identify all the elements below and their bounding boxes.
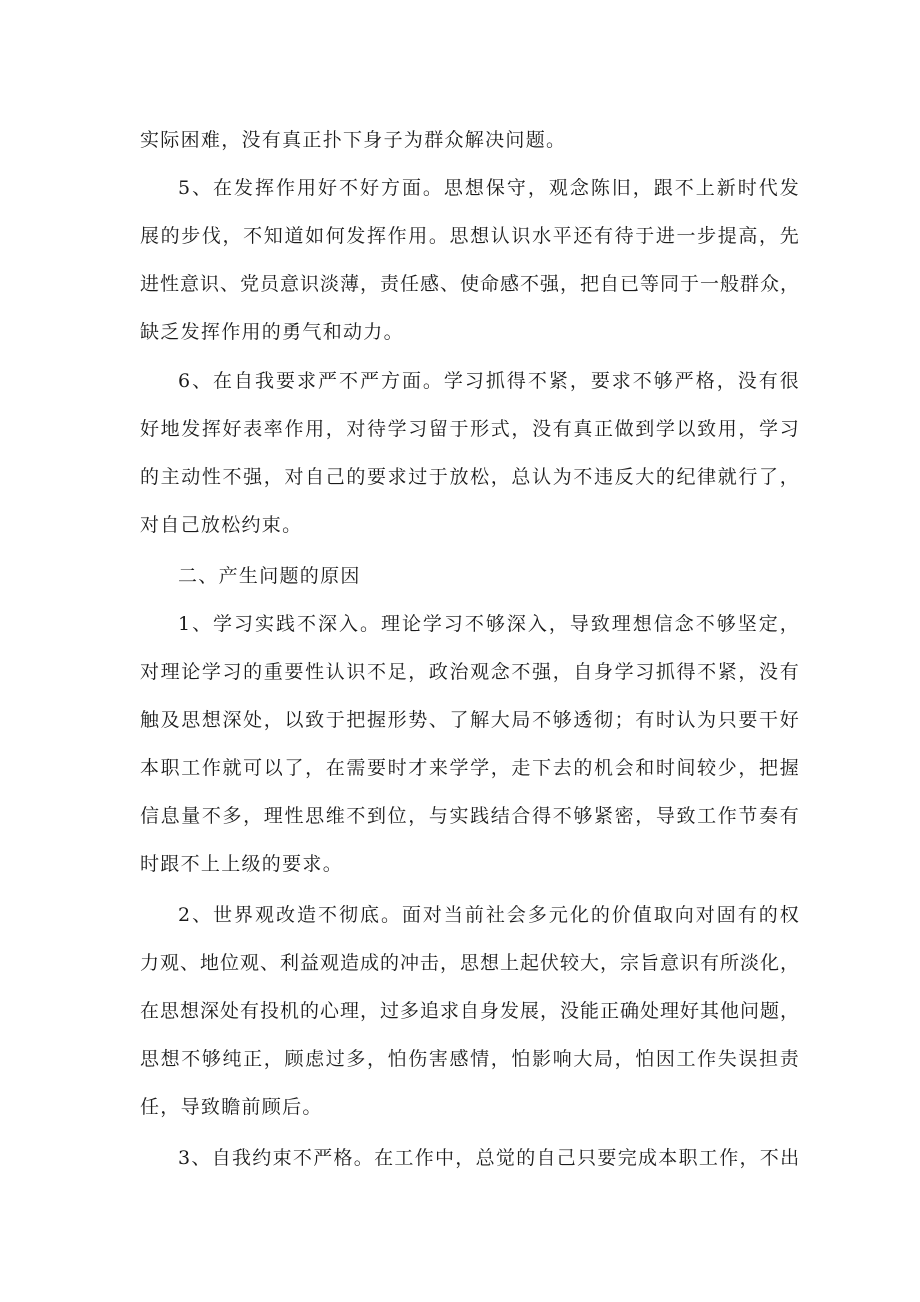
paragraph-line: 1、学习实践不深入。理论学习不够深入，导致理想信念不够坚定， bbox=[178, 613, 800, 635]
paragraph-line: 进性意识、党员意识淡薄，责任感、使命感不强，把自已等同于一般群众， bbox=[140, 273, 801, 295]
paragraph-line: 好地发挥好表率作用，对待学习留于形式，没有真正做到学以致用，学习 bbox=[140, 418, 800, 440]
paragraph-line: 时跟不上上级的要求。 bbox=[140, 853, 344, 875]
paragraph-line: 对自己放松约束。 bbox=[140, 514, 303, 536]
paragraph-line: 任，导致瞻前顾后。 bbox=[140, 1096, 323, 1118]
paragraph-line: 思想不够纯正，顾虑过多，怕伤害感情，怕影响大局，怕因工作失误担责 bbox=[140, 1048, 800, 1070]
paragraph-line: 力观、地位观、利益观造成的冲击，思想上起伏较大，宗旨意识有所淡化， bbox=[140, 952, 801, 974]
paragraph-line: 在思想深处有投机的心理，过多追求自身发展，没能正确处理好其他问题， bbox=[140, 1000, 801, 1022]
paragraph-line: 实际困难，没有真正扑下身子为群众解决问题。 bbox=[140, 129, 567, 151]
paragraph-line: 5、在发挥作用好不好方面。思想保守，观念陈旧，跟不上新时代发 bbox=[178, 177, 800, 199]
paragraph-line: 信息量不多，理性思维不到位，与实践结合得不够紧密，导致工作节奏有 bbox=[140, 805, 800, 827]
paragraph-line: 3、自我约束不严格。在工作中，总觉的自己只要完成本职工作，不出 bbox=[178, 1147, 801, 1169]
paragraph-line: 6、在自我要求严不严方面。学习抓得不紧，要求不够严格，没有很 bbox=[178, 370, 800, 392]
paragraph-line: 的主动性不强，对自己的要求过于放松，总认为不违反大的纪律就行了， bbox=[140, 466, 800, 488]
paragraph-line: 2、世界观改造不彻底。面对当前社会多元化的价值取向对固有的权 bbox=[178, 904, 800, 926]
paragraph-line: 本职工作就可以了，在需要时才来学学，走下去的机会和时间较少，把握 bbox=[140, 757, 800, 779]
paragraph-line: 对理论学习的重要性认识不足，政治观念不强，自身学习抓得不紧，没有 bbox=[140, 661, 800, 683]
paragraph-line: 缺乏发挥作用的勇气和动力。 bbox=[140, 321, 404, 343]
paragraph-line: 展的步伐，不知道如何发挥作用。思想认识水平还有待于进一步提高，先 bbox=[140, 225, 800, 247]
paragraph-line: 触及思想深处，以致于把握形势、了解大局不够透彻；有时认为只要干好 bbox=[140, 709, 800, 731]
section-heading: 二、产生问题的原因 bbox=[178, 565, 361, 587]
